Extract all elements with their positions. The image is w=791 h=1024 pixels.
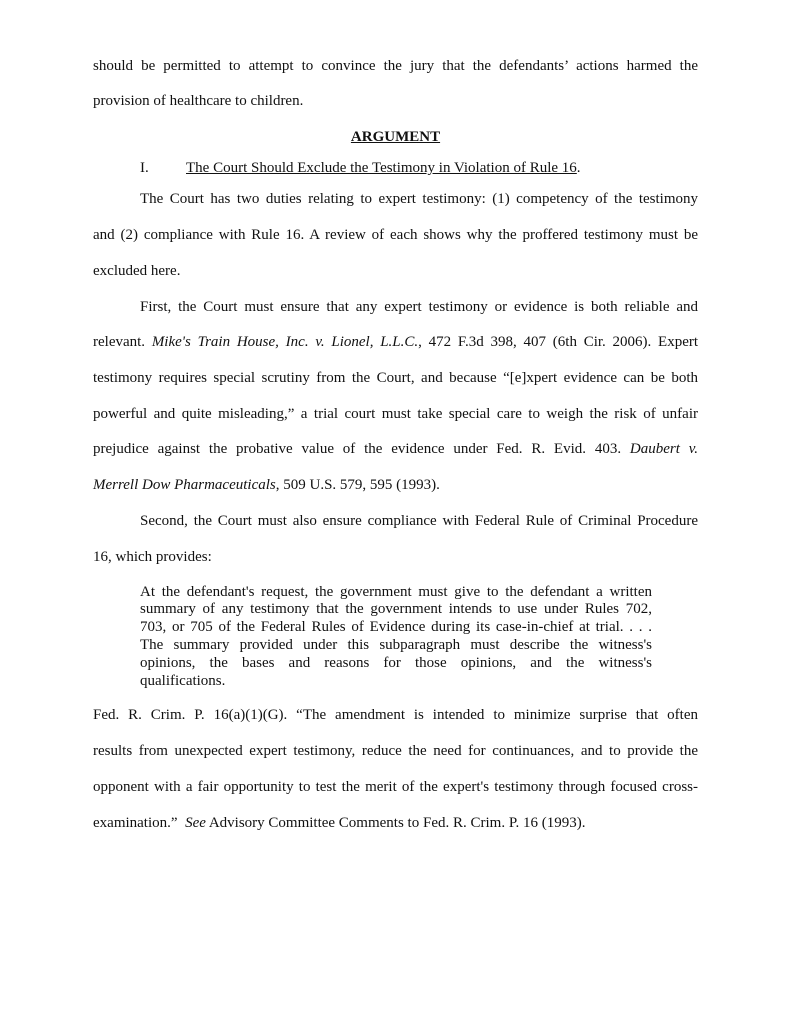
text-run: Advisory Committee Comments to Fed. R. Crim. P. 16 (1993). (205, 815, 586, 831)
quote-line: 703, or 705 of the Federal Rules of Evidence during its case-in-chief at trial. . . . (140, 619, 652, 635)
section-title-period: . (576, 160, 581, 176)
paragraph-line: provision of healthcare to children. (93, 93, 304, 109)
paragraph-line: excluded here. (93, 263, 181, 279)
paragraph-line: powerful and quite misleading,” a trial court must take special care to weigh the risk of unfair (93, 406, 698, 422)
paragraph-line: First, the Court must ensure that any expert testimony or evidence is both reliable and (140, 299, 698, 315)
paragraph-line: Fed. R. Crim. P. 16(a)(1)(G). “The amendment is intended to minimize surprise that often (93, 707, 698, 723)
quote-line: The summary provided under this subparagraph must describe the witness's (140, 637, 652, 653)
section-heading (186, 159, 581, 177)
text-run: , 509 U.S. 579, 595 (1993). (275, 477, 440, 493)
quote-line: opinions, the bases and reasons for those opinions, and the witness's (140, 655, 652, 671)
paragraph-line: and (2) compliance with Rule 16. A review of each shows why the proffered testimony must be (93, 227, 698, 243)
quote-line: summary of any testimony that the government intends to use under Rules 702, (140, 601, 652, 617)
paragraph-line: 16, which provides: (93, 549, 212, 565)
argument-heading: ARGUMENT (350, 129, 441, 145)
paragraph-line (93, 333, 698, 351)
paragraph-line: The Court has two duties relating to expert testimony: (1) competency of the testimony (140, 191, 698, 207)
quote-line: At the defendant's request, the government must give to the defendant a written (140, 584, 652, 600)
paragraph-line: opponent with a fair opportunity to test the merit of the expert's testimony through focused cross- (93, 779, 698, 795)
text-run: prejudice against the probative value of the evidence under Fed. R. Evid. 403. (93, 441, 630, 457)
text-run: , 472 F.3d 398, 407 (6th Cir. 2006). Expert (418, 334, 699, 350)
section-number: I. (140, 160, 149, 176)
paragraph-line: Second, the Court must also ensure compliance with Federal Rule of Criminal Procedure (140, 513, 698, 529)
section-title: The Court Should Exclude the Testimony in Violation of Rule 16 (186, 160, 577, 176)
case-citation: Daubert v. (629, 441, 698, 457)
paragraph-line (93, 814, 585, 832)
case-citation: Merrell Dow Pharmaceuticals (93, 477, 276, 493)
case-citation: Mike's Train House, Inc. v. Lionel, L.L.C. (151, 334, 419, 350)
paragraph-line: should be permitted to attempt to convince the jury that the defendants’ actions harmed the (93, 58, 698, 74)
text-run: examination.” (93, 815, 186, 831)
paragraph-line (93, 440, 698, 458)
paragraph-line: testimony requires special scrutiny from the Court, and because “[e]xpert evidence can be both (93, 370, 698, 386)
quote-line: qualifications. (140, 673, 226, 689)
signal-see: See (185, 815, 206, 831)
text-run: relevant. (93, 334, 152, 350)
paragraph-line: results from unexpected expert testimony, reduce the need for continuances, and to provide the (93, 743, 698, 759)
paragraph-line (93, 476, 440, 494)
